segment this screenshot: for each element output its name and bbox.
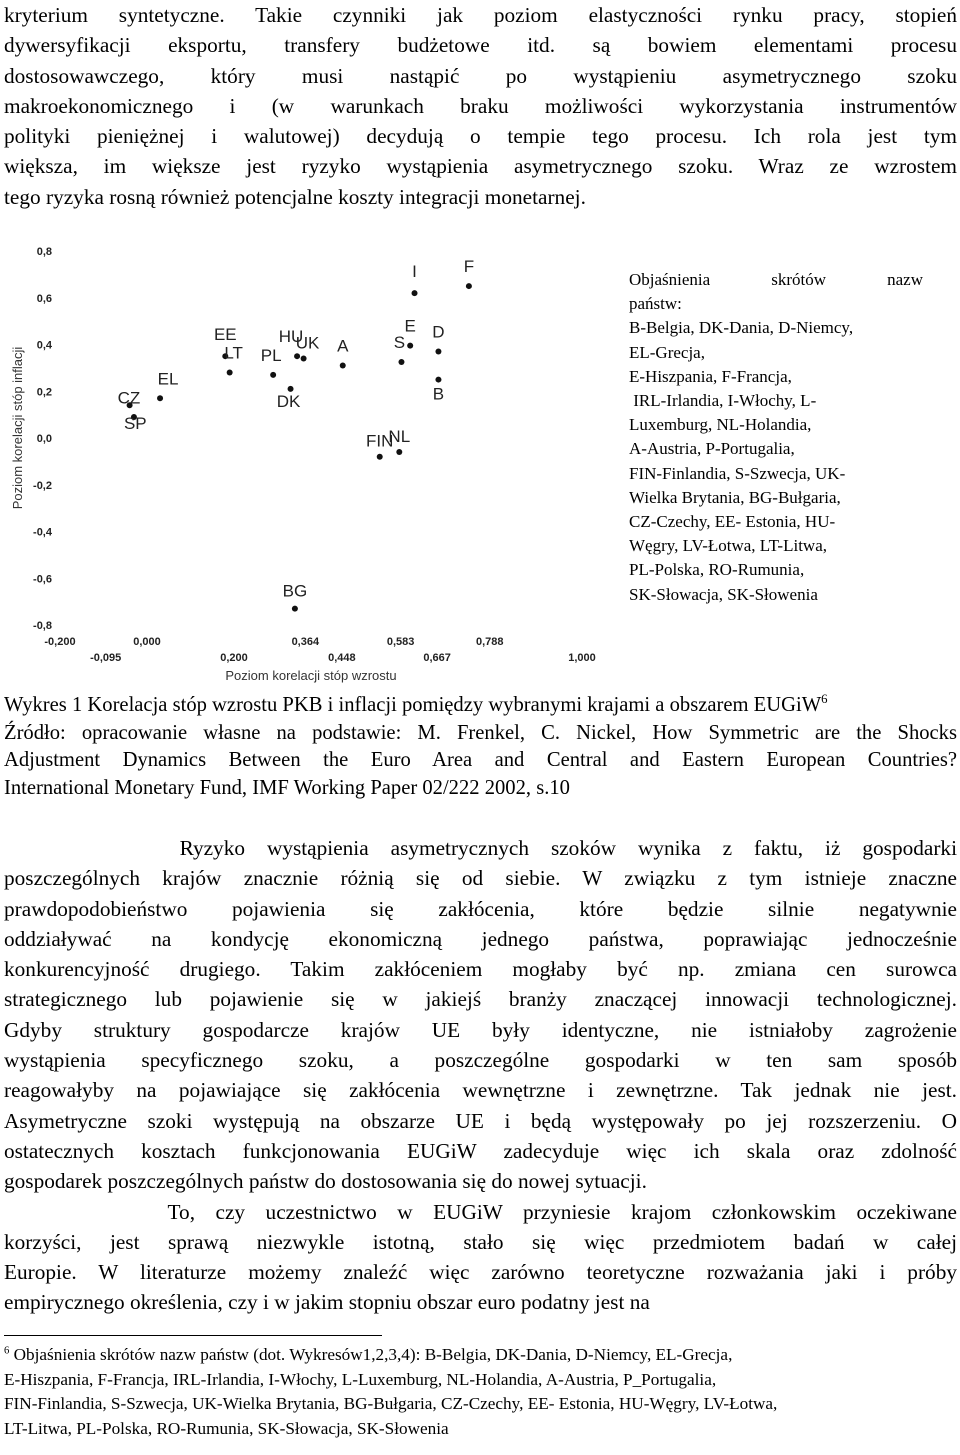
legend-line: A-Austria, P-Portugalia, [629, 439, 795, 459]
text-line: dostosowawczego, który musi nastąpić po wystąpieniu asymetrycznego szoku [4, 63, 957, 88]
text-line: kryterium syntetyczne. Takie czynniki jak poziom elastyczności rynku pracy, stopień [4, 3, 957, 27]
scatter-chart-svg [0, 236, 612, 691]
data-point [294, 353, 300, 359]
point-label: SP [123, 413, 147, 433]
text-line: Europie. W literaturze możemy znaleźć więc zarówno teoretyczne rozważania jaki i próby [4, 1260, 957, 1285]
legend-title-word: skrótów [771, 270, 827, 289]
footnote [4, 1343, 957, 1441]
footnote-line: LT-Litwa, PL-Polska, RO-Rumunia, SK-Słowacja, SK-Słowenia [4, 1418, 449, 1438]
scatter-chart [0, 236, 612, 691]
legend-line: B-Belgia, DK-Dania, D-Niemcy, [629, 318, 854, 338]
text-line: To, czy uczestnictwo w EUGiW przyniesie krajom członkowskim oczekiwane [4, 1199, 957, 1224]
x-tick-label: 0,200 [220, 652, 248, 664]
text-line: ostatecznych kosztach funkcjonowania EUGiW zadecyduje więc ich skala oraz zdolność [4, 1138, 957, 1163]
legend-line: Węgry, LV-Łotwa, LT-Litwa, [629, 536, 827, 556]
text-line: większa, im większe jest ryzyko wystąpienia asymetrycznego szoku. Wraz ze wzrostem [4, 154, 957, 179]
text-line: strategicznego lub pojawienie się w jakiejś branży znaczącej innowacji technologicznej. [4, 987, 957, 1012]
text-line: makroekonomicznego i (w warunkach braku możliwości wykorzystania instrumentów [4, 93, 957, 118]
text-line: korzyści, jest sprawą niezwykle istotną, stało się więc przedmiotem badań w całej [4, 1229, 957, 1254]
footnote-divider [4, 1335, 382, 1336]
x-tick-label: 1,000 [568, 652, 596, 664]
legend-line: Wielka Brytania, BG-Bułgaria, [629, 487, 841, 507]
x-tick-label: -0,200 [44, 636, 76, 648]
x-tick-label: -0,095 [90, 652, 122, 664]
text-line: polityki pieniężnej i walutowej) decydują o tempie tego procesu. Ich rola jest tym [4, 124, 957, 149]
y-tick-label: -0,4 [33, 526, 52, 539]
text-line: reagowałyby na pojawiające się zakłócenia wewnętrzne i zewnętrzne. Tak jednak nie jest. [4, 1078, 957, 1103]
text-line: empirycznego określenia, czy i w jakim stopniu obszar euro podatny jest na [4, 1290, 650, 1315]
x-tick-label: 0,667 [423, 652, 451, 664]
y-tick-label: -0,6 [33, 573, 52, 586]
point-label: CZ [117, 388, 141, 408]
legend-line: państw: [629, 294, 682, 314]
text-line: konkurencyjność drugiego. Takim zakłóceniem mogłaby być np. zmiana cen surowca [4, 957, 957, 982]
point-label: HU [278, 327, 304, 347]
data-point [396, 449, 402, 455]
y-tick-label: -0,2 [33, 479, 52, 492]
legend-line: CZ-Czechy, EE- Estonia, HU- [629, 512, 836, 532]
body-paragraph [4, 833, 957, 1318]
text-line: prawdopodobieństwo pojawienia się zakłócenia, które będzie silnie negatywnie [4, 896, 957, 921]
y-tick-label: 0,2 [36, 386, 52, 399]
text-line: dywersyfikacji eksportu, transfery budżetowe itd. są bowiem elementami procesu [4, 33, 957, 58]
footnote-reference: 6 [821, 692, 828, 707]
legend-title [629, 268, 923, 292]
data-point [398, 359, 404, 365]
x-tick-label: 0,364 [291, 636, 320, 648]
data-point [407, 343, 413, 349]
caption-title-text: Wykres 1 Korelacja stóp wzrostu PKB i inflacji pomiędzy wybranymi krajami a obszarem EUGiW [4, 694, 822, 716]
point-label: F [463, 257, 475, 277]
footnote-number: 6 [4, 1345, 10, 1357]
y-tick-label: 0,0 [36, 433, 52, 445]
y-tick-label: 0,4 [36, 339, 52, 352]
legend-line: Luxemburg, NL-Holandia, [629, 415, 812, 435]
caption-line: Źródło: opracowanie własne na podstawie: M. Frenkel, C. Nickel, How Symmetric are the Shocks [4, 721, 957, 744]
point-label: PL [260, 345, 282, 365]
point-label: FIN [366, 431, 394, 451]
point-label: B [432, 384, 445, 404]
point-label: E [404, 316, 416, 336]
legend-title-word: Objaśnienia [629, 270, 711, 289]
data-point [377, 454, 383, 460]
text-line: poszczególnych krajów znacznie różnią się od siebie. W związku z tym istnieje znaczne [4, 866, 957, 891]
text-line: Gdyby struktury gospodarcze krajów UE były identyczne, nie istniałoby zagrożenie [4, 1017, 957, 1042]
legend-line: IRL-Irlandia, I-Włochy, L- [629, 391, 817, 411]
x-tick-label: 0,000 [133, 636, 161, 648]
data-point [340, 363, 346, 369]
point-label: A [337, 336, 349, 356]
text-line: Asymetryczne szoki występują na obszarze UE i będą występowały po jej rozszerzeniu. O [4, 1108, 957, 1133]
point-label: D [432, 322, 445, 342]
footnote-text: Objaśnienia skrótów nazw państw (dot. Wykresów1,2,3,4): B-Belgia, DK-Dania, D-Niemcy, EL-Grecja, [9, 1345, 733, 1364]
x-axis-label: Poziom korelacji stóp wzrostu [225, 668, 397, 683]
point-label: NL [388, 427, 411, 447]
point-label: BG [282, 581, 308, 601]
footnote-line [4, 1343, 957, 1368]
legend-line: FIN-Finlandia, S-Szwecja, UK- [629, 463, 846, 483]
data-point [301, 356, 307, 362]
legend-title-word: nazw [887, 270, 923, 289]
legend-line: EL-Grecja, [629, 342, 705, 362]
intro-paragraph [4, 0, 957, 212]
y-axis-label: Poziom korelacji stóp inflacji [10, 346, 25, 510]
point-label: EL [157, 369, 179, 389]
data-point [435, 377, 441, 383]
legend-line: PL-Polska, RO-Rumunia, [629, 560, 805, 580]
x-tick-label: 0,788 [476, 636, 504, 648]
data-point [435, 349, 441, 355]
caption-line: International Monetary Fund, IMF Working Paper 02/222 2002, s.10 [4, 776, 570, 799]
data-point [270, 372, 276, 378]
y-tick-label: 0,6 [36, 292, 52, 305]
data-point [227, 370, 233, 376]
legend-line: E-Hiszpania, F-Francja, [629, 366, 792, 386]
caption-line: Adjustment Dynamics Between the Euro Area and Central and Eastern European Countries? [4, 749, 957, 772]
data-point [466, 283, 472, 289]
point-label: UK [295, 333, 320, 353]
data-point [157, 395, 163, 401]
text-line: oddziaływać na kondycję ekonomiczną jednego państwa, poprawiając jednocześnie [4, 926, 957, 951]
data-point [292, 606, 298, 612]
point-label: S [393, 333, 406, 353]
text-line: wystąpienia specyficznego szoku, a poszczególne gospodarki w ten sam sposób [4, 1048, 957, 1073]
data-point [412, 290, 418, 296]
footnote-line: E-Hiszpania, F-Francja, IRL-Irlandia, I-Włochy, L-Luxemburg, NL-Holandia, A-Austria, P_Portugalia, [4, 1369, 717, 1389]
point-label: EE [213, 325, 237, 345]
legend-line: SK-Słowacja, SK-Słowenia [629, 584, 818, 604]
point-label: I [412, 262, 417, 282]
figure-caption [4, 692, 957, 802]
point-label: DK [276, 391, 301, 411]
y-tick-label: 0,8 [36, 246, 52, 258]
footnote-line: FIN-Finlandia, S-Szwecja, UK-Wielka Brytania, BG-Bułgaria, CZ-Czechy, EE- Estonia, HU-Węgry, LV-Łotwa, [4, 1394, 778, 1414]
text-line: Ryzyko wystąpienia asymetrycznych szoków wynika z faktu, iż gospodarki [4, 836, 957, 860]
text-line: tego ryzyka rosną również potencjalne koszty integracji monetarnej. [4, 184, 586, 209]
x-tick-label: 0,448 [328, 652, 356, 664]
text-line: gospodarek poszczególnych państw do dostosowania się do nowej sytuacji. [4, 1169, 647, 1194]
point-label: LT [224, 343, 243, 363]
x-tick-label: 0,583 [386, 636, 415, 648]
chart-legend [629, 268, 923, 607]
y-tick-label: -0,8 [33, 620, 52, 632]
caption-title [4, 692, 957, 720]
